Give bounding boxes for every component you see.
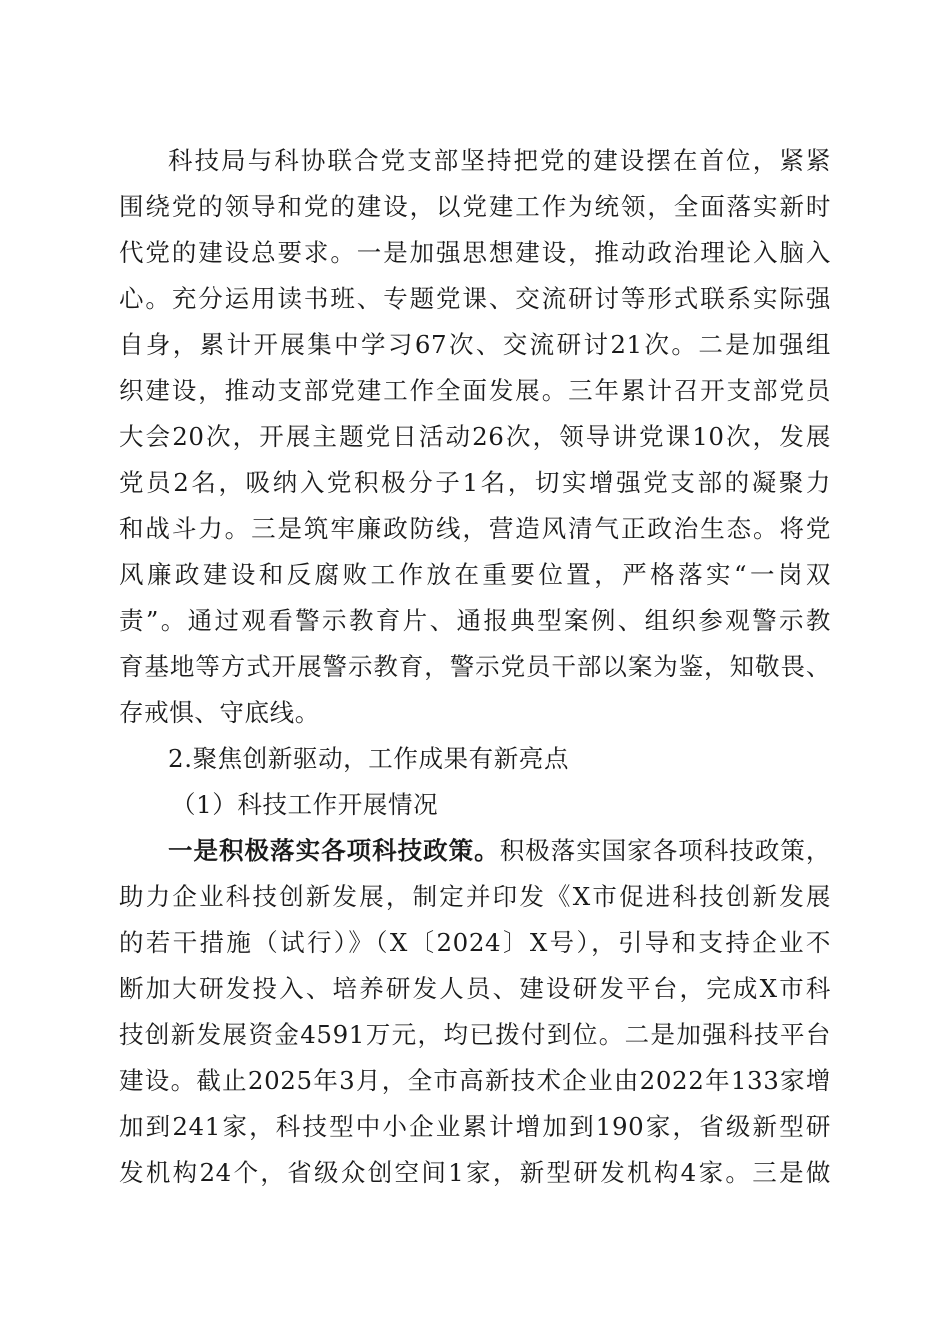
subsection-heading: （1）科技工作开展情况 [171, 790, 439, 819]
paragraph-line: 和战斗力。三是筑牢廉政防线，营造风清气正政治生态。将党 [119, 514, 831, 543]
paragraph-line: 育基地等方式开展警示教育，警示党员干部以案为鉴，知敬畏、 [119, 652, 831, 681]
paragraph-line: 存戒惧、守底线。 [119, 698, 320, 727]
paragraph-line: 党员2名，吸纳入党积极分子1名，切实增强党支部的凝聚力 [119, 468, 831, 497]
paragraph-line: 责”。通过观看警示教育片、通报典型案例、组织参观警示教 [119, 606, 831, 635]
paragraph-line: 自身，累计开展集中学习67次、交流研讨21次。二是加强组 [119, 330, 831, 359]
paragraph-line: 发机构24个，省级众创空间1家，新型研发机构4家。三是做 [119, 1158, 831, 1187]
paragraph-line: 科技局与科协联合党支部坚持把党的建设摆在首位，紧紧 [168, 146, 831, 175]
paragraph-line: 心。充分运用读书班、专题党课、交流研讨等形式联系实际强 [119, 284, 831, 313]
paragraph-line: 代党的建设总要求。一是加强思想建设，推动政治理论入脑入 [119, 238, 831, 267]
paragraph-line: 助力企业科技创新发展，制定并印发《X市促进科技创新发展 [119, 882, 831, 911]
paragraph-line-rest: 积极落实国家各项科技政策， [499, 836, 831, 865]
paragraph-line: 建设。截止2025年3月，全市高新技术企业由2022年133家增 [119, 1066, 831, 1095]
paragraph-line: 技创新发展资金4591万元，均已拨付到位。二是加强科技平台 [119, 1020, 831, 1049]
paragraph-line: 的若干措施（试行）》（X〔2024〕X号），引导和支持企业不 [119, 928, 831, 957]
paragraph-line: 断加大研发投入、培养研发人员、建设研发平台，完成X市科 [119, 974, 831, 1003]
bold-lead-phrase: 一是积极落实各项科技政策。 [168, 836, 500, 865]
paragraph-tech-work [119, 828, 831, 1196]
paragraph-line: 风廉政建设和反腐败工作放在重要位置，严格落实“一岗双 [119, 560, 831, 589]
paragraph-line: 围绕党的领导和党的建设，以党建工作为统领，全面落实新时 [119, 192, 831, 221]
paragraph-first-line [119, 828, 831, 874]
paragraph-party-building [119, 138, 831, 736]
document-body [119, 138, 831, 1196]
section-heading: 2.聚焦创新驱动，工作成果有新亮点 [168, 744, 570, 773]
paragraph-line: 大会20次，开展主题党日活动26次，领导讲党课10次，发展 [119, 422, 831, 451]
paragraph-line: 加到241家，科技型中小企业累计增加到190家，省级新型研 [119, 1112, 831, 1141]
paragraph-line: 织建设，推动支部党建工作全面发展。三年累计召开支部党员 [119, 376, 831, 405]
